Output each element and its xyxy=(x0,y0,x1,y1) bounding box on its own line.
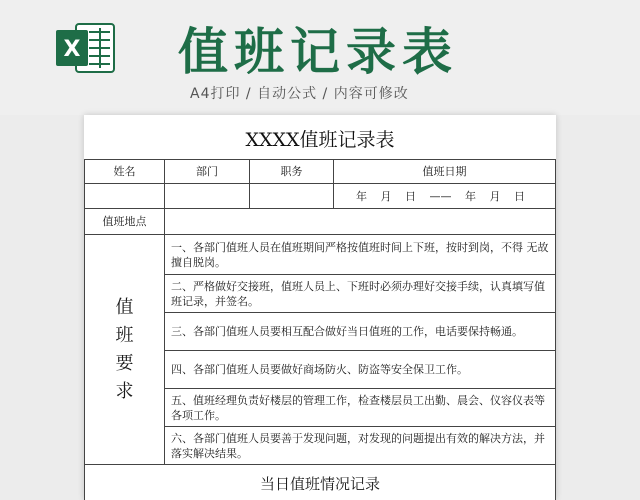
requirement-text: 二、严格做好交接班，值班人员上、下班时必须办理好交接手续，认真填写值班记录，并签名。 xyxy=(171,279,545,308)
requirement-text: 五、值班经理负责好楼层的管理工作，检查楼层员工出勤、晨会、仪容仪表等各项工作。 xyxy=(171,393,545,422)
requirement-item xyxy=(165,313,556,351)
requirement-item xyxy=(165,235,556,275)
header-name: 姓名 xyxy=(84,159,165,184)
requirement-text: 一、各部门值班人员在值班期间严格按值班时间上下班，按时到岗，不得 无故擅自脱岗。 xyxy=(171,240,549,269)
date-day-start: 日 xyxy=(405,189,416,203)
requirements-label-char: 班 xyxy=(115,324,134,346)
requirement-text: 四、各部门值班人员要做好商场防火、防盗等安全保卫工作。 xyxy=(171,363,468,376)
requirement-text: 六、各部门值班人员要善于发现问题，对发现的问题提出有效的解决方法，并落实解决结果。 xyxy=(171,431,545,460)
page-subtitle: A4打印 / 自动公式 / 内容可修改 xyxy=(190,86,409,102)
requirement-text: 三、各部门值班人员要相互配合做好当日值班的工作，电话要保持畅通。 xyxy=(171,325,523,338)
requirements-label-char: 值 xyxy=(115,296,134,318)
date-year-end: 年 xyxy=(465,189,476,203)
document-page xyxy=(84,115,556,500)
date-month-start: 月 xyxy=(380,189,392,203)
date-day-end: 日 xyxy=(514,189,525,203)
dept-field[interactable] xyxy=(165,184,250,209)
date-month-end: 月 xyxy=(489,189,501,203)
requirement-item xyxy=(165,427,556,465)
requirements-label-char: 要 xyxy=(115,352,134,374)
requirement-item xyxy=(165,389,556,427)
requirement-item xyxy=(165,351,556,389)
location-label: 值班地点 xyxy=(84,209,165,235)
name-field[interactable] xyxy=(84,184,165,209)
requirements-label-char: 求 xyxy=(115,380,134,402)
post-field[interactable] xyxy=(250,184,334,209)
section-title: 当日值班情况记录 xyxy=(84,465,556,500)
location-field[interactable] xyxy=(165,209,556,235)
excel-icon xyxy=(56,22,116,74)
header-banner xyxy=(0,0,640,115)
document-title: XXXX值班记录表 xyxy=(245,129,395,151)
header-date: 值班日期 xyxy=(334,159,556,184)
date-separator: —— xyxy=(429,189,452,203)
requirement-item xyxy=(165,275,556,313)
header-dept: 部门 xyxy=(165,159,250,184)
date-year-start: 年 xyxy=(356,189,367,203)
header-post: 职务 xyxy=(250,159,334,184)
page-title: 值班记录表 xyxy=(178,23,458,81)
date-field[interactable] xyxy=(334,184,556,209)
svg-text:X: X xyxy=(63,37,81,62)
requirements-label xyxy=(84,235,165,465)
